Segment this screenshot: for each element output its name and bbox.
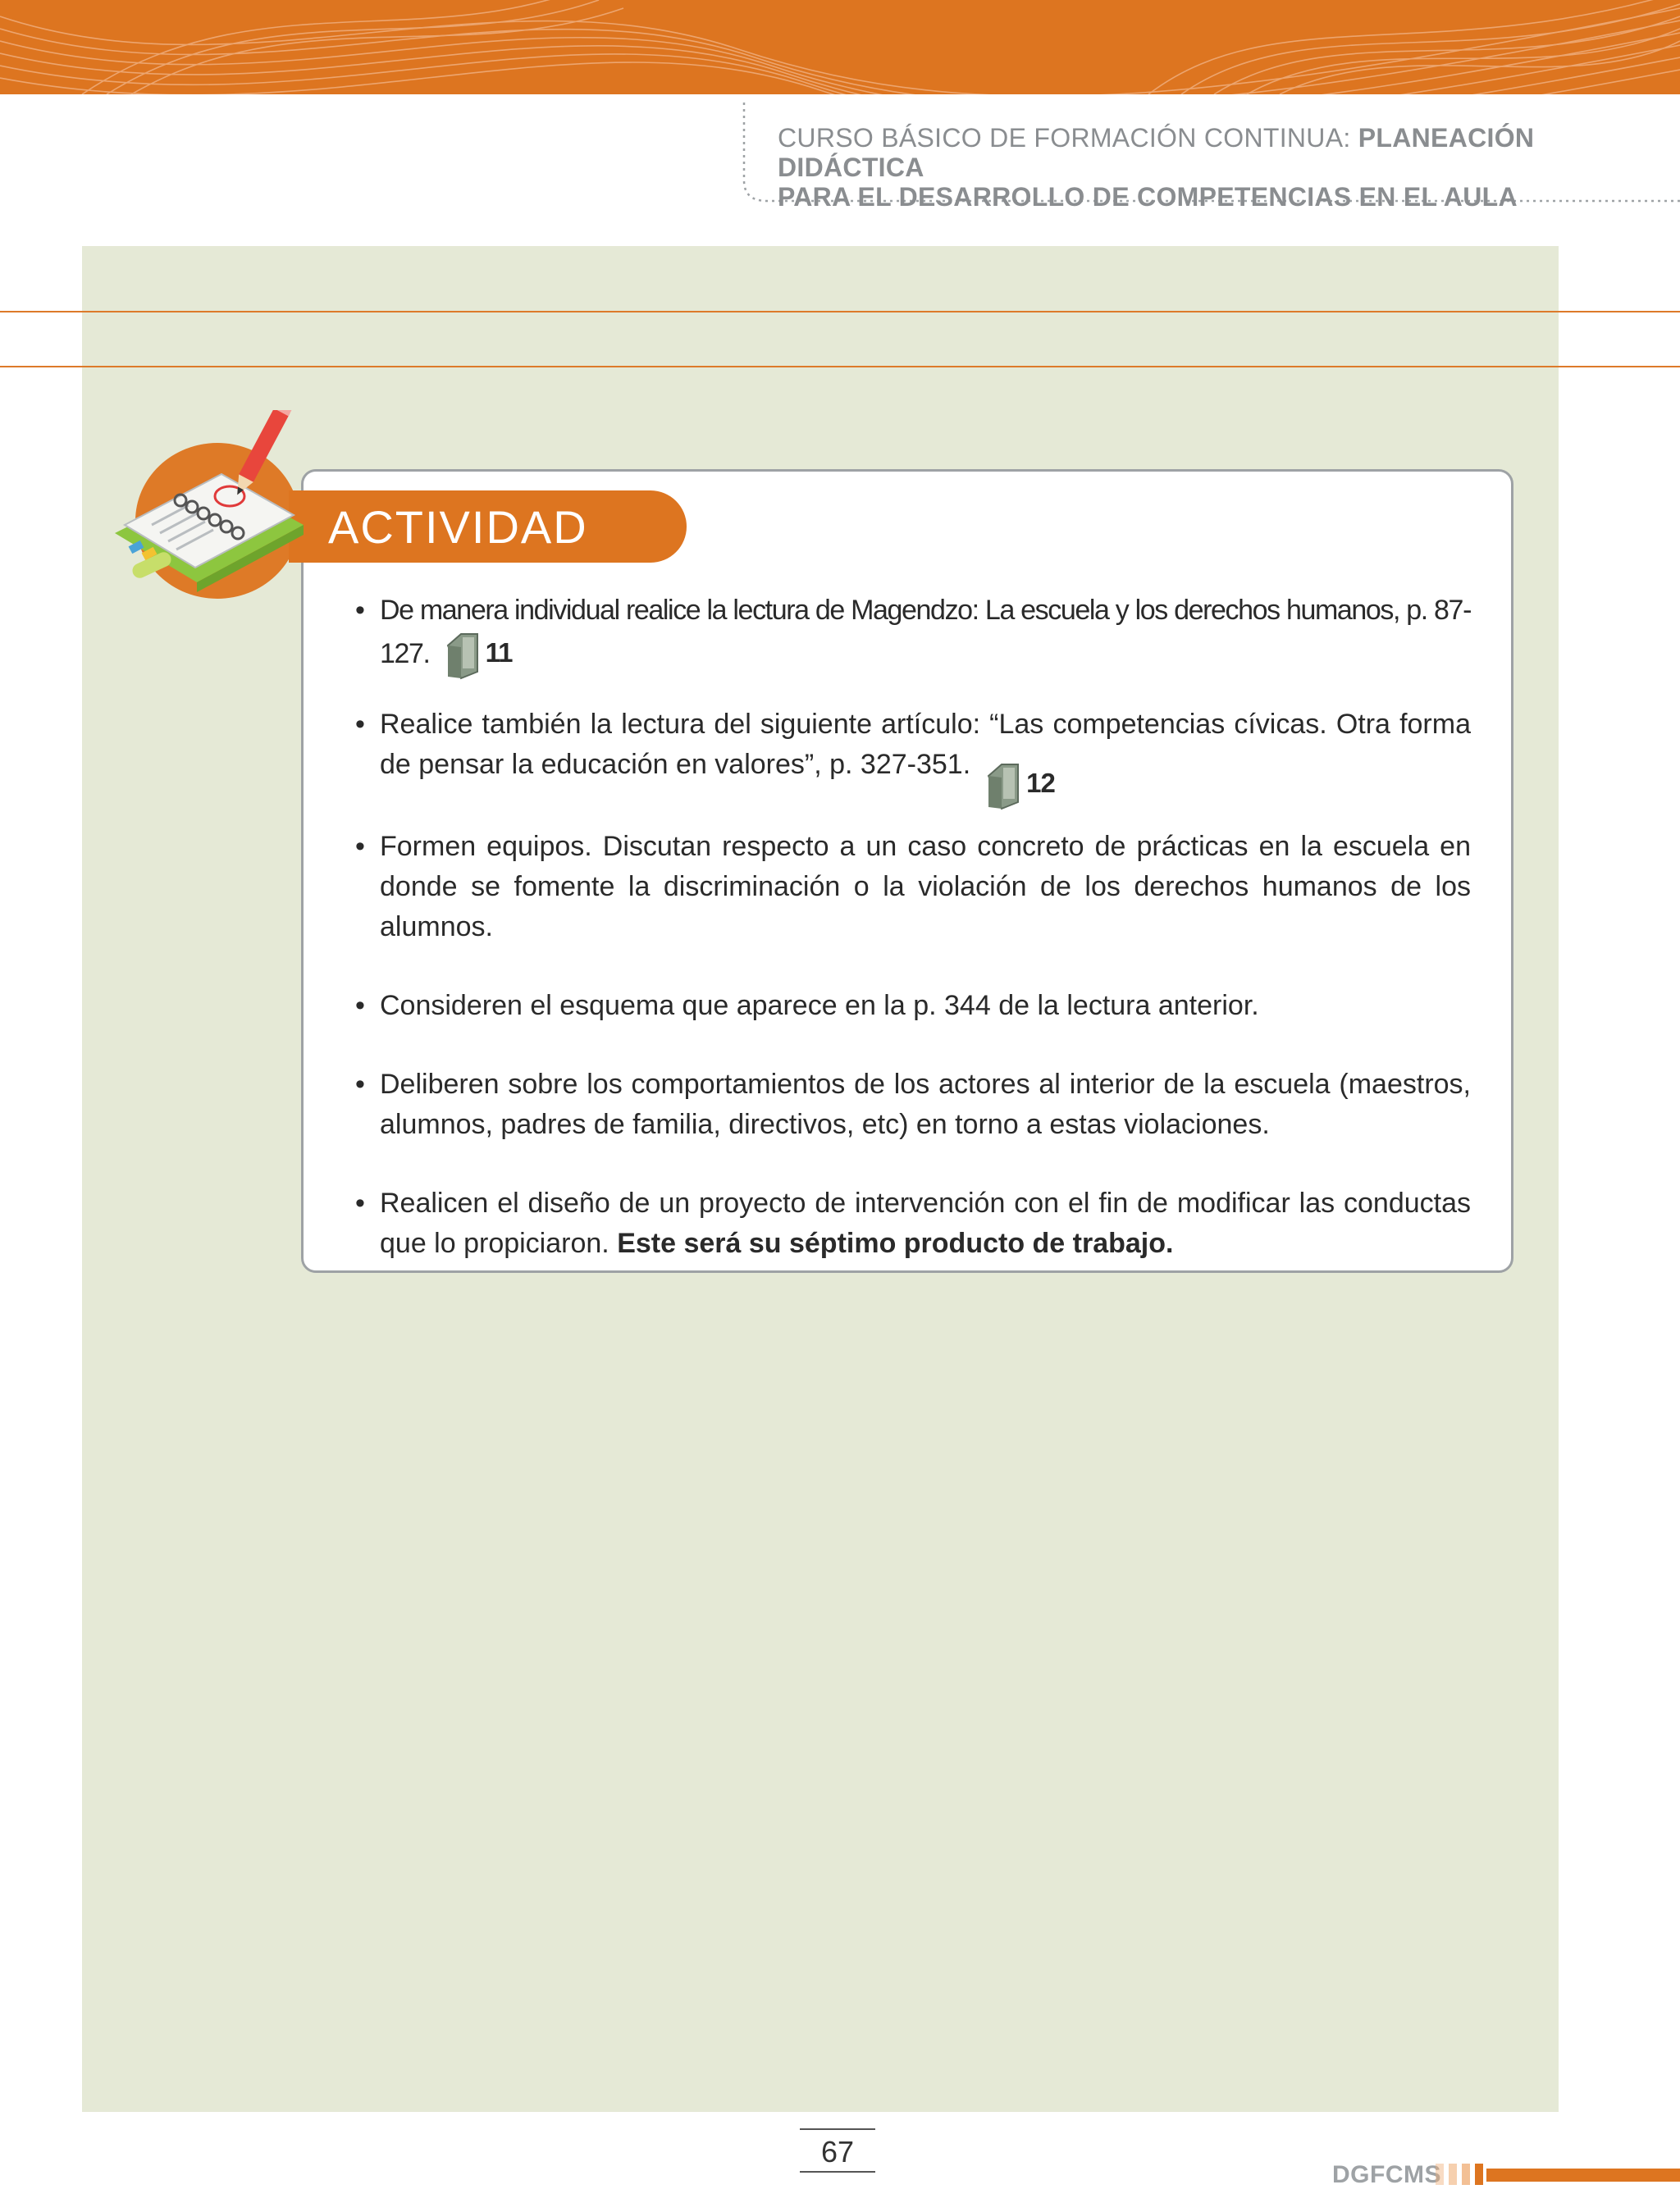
course-title-prefix: CURSO BÁSICO DE FORMACIÓN CONTINUA: <box>778 123 1358 153</box>
book-icon <box>985 761 1026 810</box>
organization-accent-line <box>1486 2169 1680 2182</box>
activity-title: ACTIVIDAD <box>328 501 588 553</box>
divider-line-bottom <box>0 366 1680 367</box>
list-item-text: Realicen el diseño de un proyecto de intervención con el fin de modificar las conductas que lo propiciaron. <box>380 1188 1471 1259</box>
list-item <box>355 827 1471 947</box>
page-number: 67 <box>820 2135 855 2169</box>
list-item <box>355 1184 1471 1264</box>
header-wave-pattern <box>0 0 1680 94</box>
list-item <box>355 986 1471 1026</box>
page-number-rule-top <box>800 2128 875 2130</box>
list-item-text: Formen equipos. Discutan respecto a un caso concreto de prácticas en la escuela en donde se fomente la discriminación o la violación de los derechos humanos de los alumnos. <box>380 831 1471 942</box>
reference-number: 12 <box>1026 768 1055 798</box>
list-item-text: Consideren el esquema que aparece en la p. 344 de la lectura anterior. <box>380 990 1259 1021</box>
list-item <box>355 1065 1471 1145</box>
organization-label: DGFCMS <box>1332 2161 1441 2188</box>
list-item-text: Realice también la lectura del siguiente artículo: “Las competencias cívicas. Otra forma de pensar la educación en valores”, p. 327-351. <box>380 709 1471 780</box>
course-title-main: PLANEACIÓN DIDÁCTICA <box>778 123 1535 182</box>
book-icon <box>445 631 486 680</box>
activity-list <box>355 591 1471 1264</box>
reading-reference <box>985 761 1055 810</box>
list-item-text: De manera individual realice la lectura de Magendzo: La escuela y los derechos humanos, p. 87-127. <box>380 595 1471 669</box>
divider-line-top <box>0 311 1680 312</box>
page-number-rule-bottom <box>800 2171 875 2173</box>
reading-reference <box>445 631 513 680</box>
list-item <box>355 705 1471 798</box>
list-item-text: Deliberen sobre los comportamientos de los actores al interior de la escuela (maestros, alumnos, padres de familia, directivos, etc) en torno a estas violaciones. <box>380 1069 1471 1140</box>
notebook-pencil-icon <box>107 410 320 599</box>
header-band <box>0 0 1680 94</box>
product-statement: Este será su séptimo producto de trabajo. <box>617 1228 1174 1259</box>
course-title <box>778 123 1664 212</box>
list-item <box>355 591 1471 680</box>
reference-number: 11 <box>485 637 513 668</box>
course-title-subtitle: PARA EL DESARROLLO DE COMPETENCIAS EN EL AULA <box>778 182 1518 212</box>
